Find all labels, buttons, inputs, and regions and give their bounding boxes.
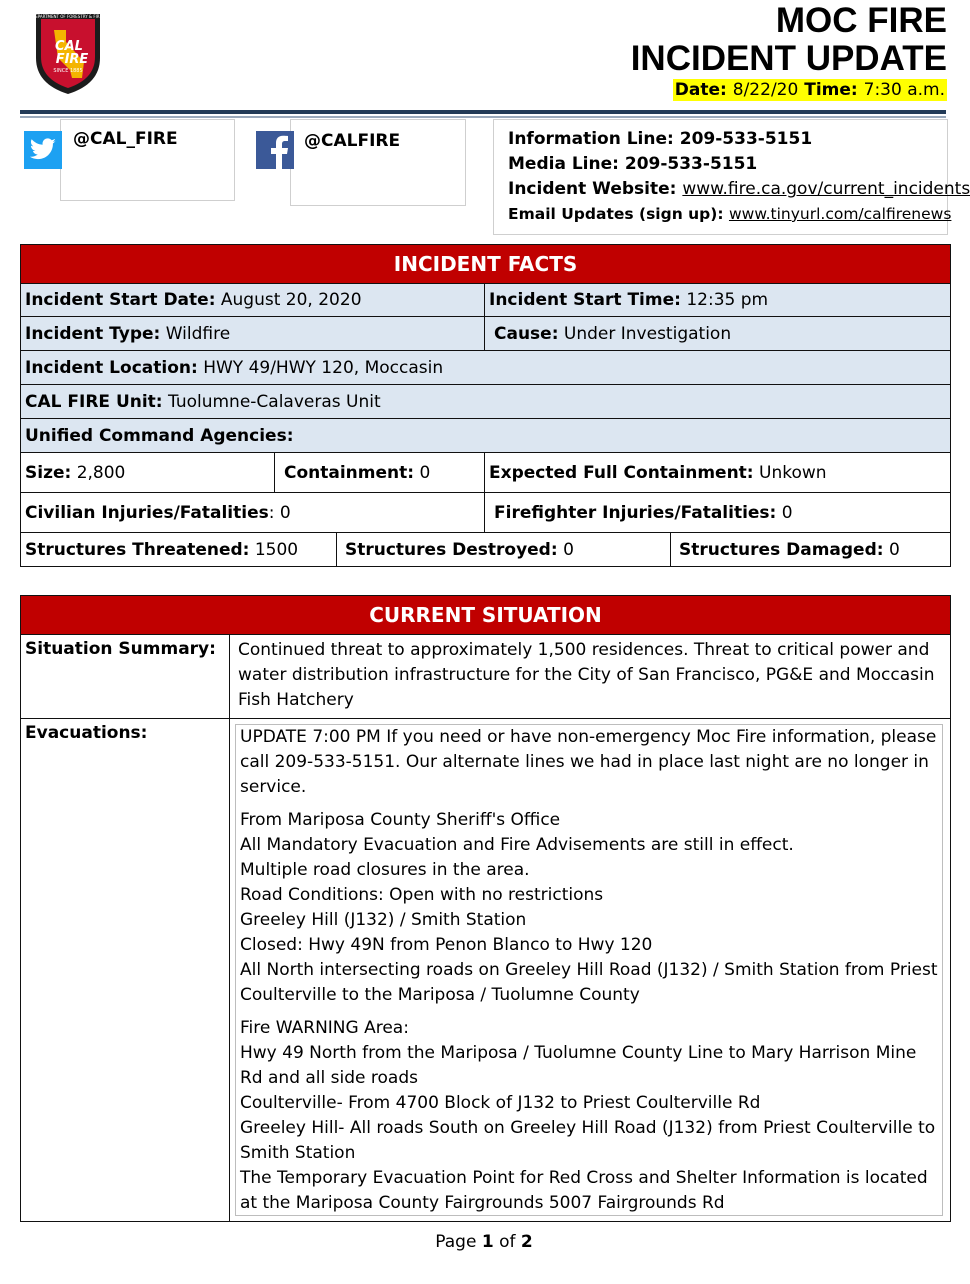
incident-type-label: Incident Type: (25, 323, 161, 344)
page-total: 2 (520, 1232, 533, 1252)
facebook-handle[interactable]: @CALFIRE (304, 131, 401, 151)
full-containment-label: Expected Full Containment: (489, 462, 754, 483)
facebook-icon[interactable] (256, 131, 294, 169)
civilian-cell (21, 493, 485, 533)
damaged-label: Structures Damaged: (679, 539, 884, 560)
situation-summary-text: Continued threat to approximately 1,500 residences. Threat to critical power and water distribution infrastructure for the City of San Francisco, PG&E and Moccasin Fish Hatchery (230, 635, 951, 719)
evac-line: All Mandatory Evacuation and Fire Advisements are still in effect. (240, 835, 794, 855)
website-line (508, 177, 970, 202)
current-situation-table (20, 595, 951, 1222)
time-label: Time: (804, 80, 858, 100)
page-of: of (499, 1232, 516, 1252)
media-line-value: 209-533-5151 (624, 154, 758, 174)
media-line-label: Media Line: (508, 154, 619, 174)
containment-value: 0 (419, 462, 431, 483)
agencies-cell (21, 419, 951, 453)
containment-cell (275, 453, 485, 493)
firefighter-value: 0 (781, 502, 793, 523)
date-label: Date: (674, 80, 727, 100)
size-cell (21, 453, 275, 493)
start-date-label: Incident Start Date: (25, 290, 216, 310)
start-time-cell (485, 284, 951, 317)
website-link[interactable]: www.fire.ca.gov/current_incidents (682, 179, 970, 199)
twitter-handle[interactable]: @CAL_FIRE (73, 129, 178, 149)
time-value: 7:30 a.m. (863, 80, 945, 100)
firefighter-label: Firefighter Injuries/Fatalities: (494, 502, 777, 523)
unit-label: CAL FIRE Unit: (25, 391, 163, 412)
start-time-label: Incident Start Time: (489, 290, 681, 310)
evac-line: Hwy 49 North from the Mariposa / Tuolumne County Line to Mary Harrison Mine Rd and all side roads (240, 1043, 917, 1088)
evacuations-label: Evacuations: (21, 719, 230, 1222)
unit-value: Tuolumne-Calaveras Unit (168, 391, 381, 412)
location-label: Incident Location: (25, 357, 198, 378)
unit-cell (21, 385, 951, 419)
damaged-cell (671, 533, 951, 567)
location-cell (21, 351, 951, 385)
info-line-label: Information Line: (508, 129, 674, 149)
evacuations-cell (230, 719, 951, 1222)
incident-facts-table (20, 244, 951, 567)
threatened-value: 1500 (254, 539, 299, 560)
civilian-value: : 0 (268, 502, 291, 523)
evac-line: Multiple road closures in the area. (240, 860, 530, 880)
evac-line: All North intersecting roads on Greeley Hill Road (J132) / Smith Station from Priest Coulterville to the Mariposa / Tuolumne County (240, 960, 938, 1005)
damaged-value: 0 (888, 539, 900, 560)
page-number (0, 1232, 968, 1252)
evacuations-text (235, 724, 943, 1216)
info-line (508, 127, 947, 152)
cal-fire-logo (6, 8, 130, 96)
situation-summary-label: Situation Summary: (21, 635, 230, 719)
title-line2: INCIDENT UPDATE (630, 39, 947, 78)
civilian-label: Civilian Injuries/Fatalities (25, 502, 269, 523)
logo-since: SINCE 1885 (53, 68, 83, 74)
current-situation-heading: CURRENT SITUATION (21, 596, 951, 635)
incident-type-value: Wildfire (165, 323, 231, 344)
email-label: Email Updates (sign up): (508, 205, 724, 223)
evac-paragraph-warning (240, 1016, 938, 1216)
threatened-cell (21, 533, 337, 567)
evac-paragraph-update (240, 725, 938, 800)
page-current: 1 (481, 1232, 494, 1252)
twitter-icon[interactable] (24, 131, 62, 169)
evac-line: The Temporary Evacuation Point for Red Cross and Shelter Information is located at the Mariposa County Fairgrounds 5007 Fairgrounds Rd (240, 1168, 928, 1213)
cause-cell (485, 317, 951, 351)
evac-line: Greeley Hill (J132) / Smith Station (240, 910, 527, 930)
email-link[interactable]: www.tinyurl.com/calfirenews (728, 205, 952, 223)
header-divider (20, 110, 946, 114)
size-label: Size: (25, 462, 72, 483)
destroyed-value: 0 (563, 539, 574, 560)
start-date-cell (21, 284, 485, 317)
evac-line: Greeley Hill- All roads South on Greeley Hill Road (J132) from Priest Coulterville to Smith Station (240, 1118, 936, 1163)
date-time-line (673, 79, 947, 101)
cause-label: Cause: (494, 323, 559, 344)
agencies-label: Unified Command Agencies: (25, 425, 294, 446)
full-containment-value: Unkown (759, 462, 827, 483)
containment-label: Containment: (284, 462, 415, 483)
start-time-value: 12:35 pm (686, 290, 769, 310)
page-prefix: Page (435, 1232, 477, 1252)
cause-value: Under Investigation (563, 323, 732, 344)
firefighter-cell (485, 493, 951, 533)
size-value: 2,800 (76, 462, 126, 483)
incident-type-cell (21, 317, 485, 351)
logo-ring-text: CALIFORNIA DEPARTMENT OF FORESTRY & FIRE PROTECTION (6, 14, 130, 19)
evac-line: Closed: Hwy 49N from Penon Blanco to Hwy 120 (240, 935, 653, 955)
incident-facts-heading: INCIDENT FACTS (21, 245, 951, 284)
threatened-label: Structures Threatened: (25, 539, 250, 560)
location-value: HWY 49/HWY 120, Moccasin (203, 357, 444, 378)
info-line-value: 209-533-5151 (679, 129, 813, 149)
media-line (508, 152, 947, 177)
title-block (631, 2, 947, 101)
destroyed-cell (337, 533, 671, 567)
start-date-value: August 20, 2020 (220, 290, 362, 310)
evac-line: Coulterville- From 4700 Block of J132 to Priest Coulterville Rd (240, 1093, 761, 1113)
destroyed-label: Structures Destroyed: (345, 539, 558, 560)
contact-info-box (493, 119, 970, 235)
evac-line: Fire WARNING Area: (240, 1018, 409, 1038)
logo-name-line1: CAL (55, 39, 83, 54)
date-value: 8/22/20 (732, 80, 799, 100)
full-containment-cell (485, 453, 951, 493)
evac-paragraph-sheriff (240, 808, 938, 1008)
email-line (508, 202, 952, 227)
evac-line: Road Conditions: Open with no restrictions (240, 885, 604, 905)
header-divider-thin (20, 116, 946, 118)
evac-line: From Mariposa County Sheriff's Office (240, 810, 561, 830)
evac-line: UPDATE 7:00 PM If you need or have non-emergency Moc Fire information, please call 209-533-5151. Our alternate lines we had in place last night are no longer in service. (240, 727, 937, 797)
website-label: Incident Website: (508, 179, 677, 199)
title-line1: MOC FIRE (775, 1, 947, 40)
logo-name-line2: FIRE (55, 52, 89, 67)
